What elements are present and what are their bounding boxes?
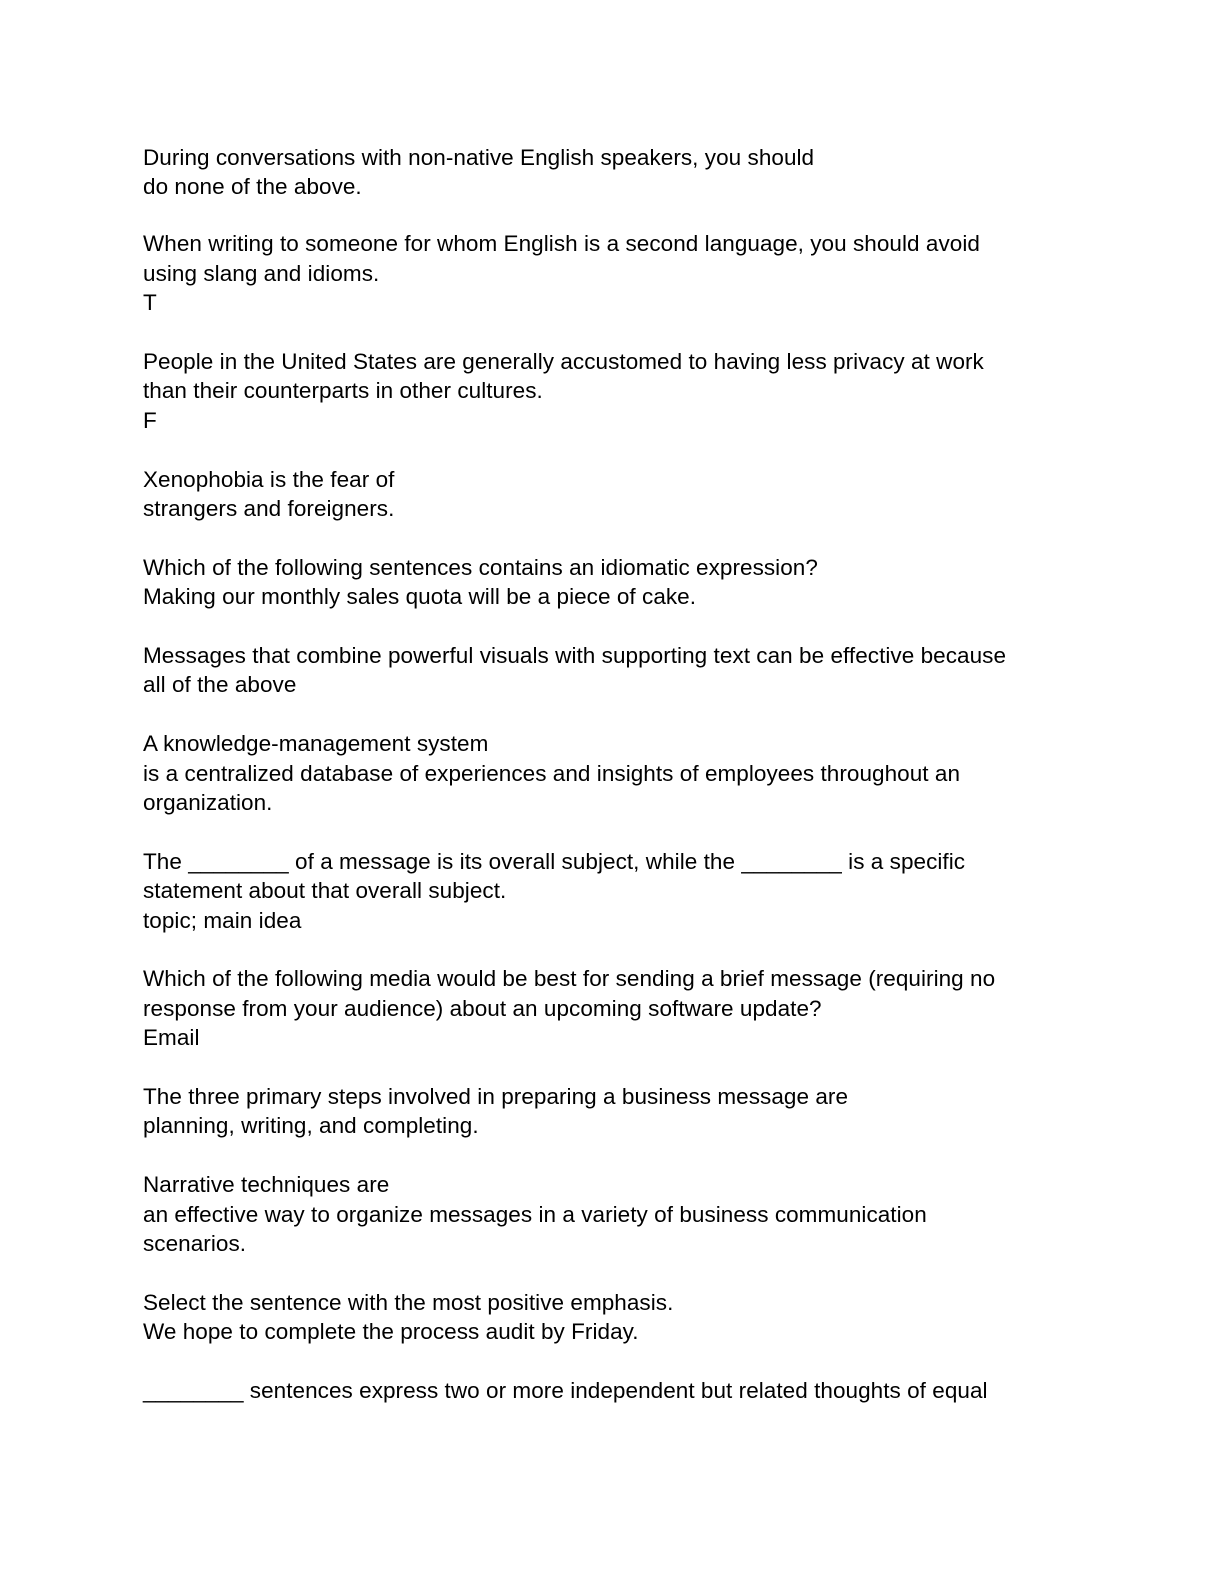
text-line: A knowledge-management system [143,731,489,756]
text-line: F [143,408,157,433]
text-line: Xenophobia is the fear of [143,467,395,492]
text-line: Which of the following sentences contains an idiomatic expression? [143,555,818,580]
text-line: The ________ of a message is its overall subject, while the ________ is a specific [143,849,966,874]
text-line: During conversations with non-native English speakers, you should [143,145,815,170]
text-line: Messages that combine powerful visuals with supporting text can be effective because [143,643,1007,668]
text-line: Making our monthly sales quota will be a piece of cake. [143,584,697,609]
text-line: T [143,290,157,315]
text-line: do none of the above. [143,174,362,199]
text-line: Email [143,1025,200,1050]
text-line: response from your audience) about an upcoming software update? [143,996,822,1021]
text-line: Narrative techniques are [143,1172,390,1197]
text-line: is a centralized database of experiences and insights of employees throughout an [143,761,961,786]
text-line: strangers and foreigners. [143,496,395,521]
text-line: ________ sentences express two or more independent but related thoughts of equal [143,1378,988,1403]
text-line: topic; main idea [143,908,302,933]
text-line: using slang and idioms. [143,261,380,286]
text-line: When writing to someone for whom English is a second language, you should avoid [143,231,980,256]
text-line: The three primary steps involved in preparing a business message are [143,1084,849,1109]
text-line: statement about that overall subject. [143,878,507,903]
text-line: than their counterparts in other cultures. [143,378,543,403]
text-line: People in the United States are generally accustomed to having less privacy at work [143,349,984,374]
text-line: Select the sentence with the most positive emphasis. [143,1290,674,1315]
text-line: planning, writing, and completing. [143,1113,479,1138]
text-line: scenarios. [143,1231,247,1256]
text-line: all of the above [143,672,297,697]
text-line: Which of the following media would be best for sending a brief message (requiring no [143,966,996,991]
text-line: organization. [143,790,273,815]
text-line: We hope to complete the process audit by Friday. [143,1319,639,1344]
text-line: an effective way to organize messages in a variety of business communication [143,1202,927,1227]
